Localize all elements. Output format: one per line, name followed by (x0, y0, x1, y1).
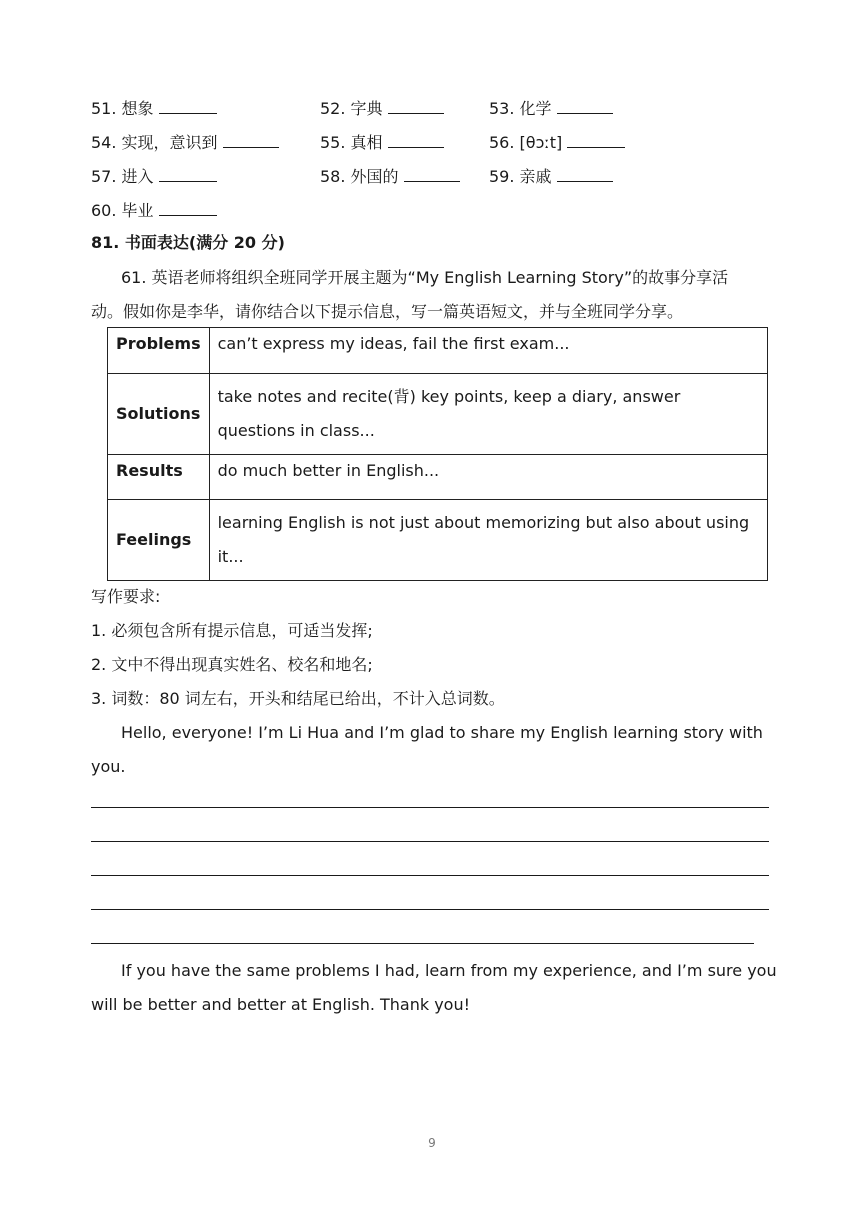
vocab-number: 56. (489, 133, 515, 152)
writing-line[interactable] (91, 943, 754, 944)
row-content: learning English is not just about memorizing but also about using it... (209, 500, 767, 581)
answer-blank[interactable] (388, 97, 444, 114)
vocab-word: 真相 (350, 133, 383, 152)
answer-blank[interactable] (159, 199, 217, 216)
vocab-word: 外国的 (350, 167, 399, 186)
writing-line[interactable] (91, 875, 769, 876)
vocab-number: 54. (91, 133, 117, 152)
vocab-item (489, 165, 613, 187)
task-intro-line: 61. 英语老师将组织全班同学开展主题为“My English Learning Story”的故事分享活 (121, 268, 729, 287)
row-content: can’t express my ideas, fail the first exam... (209, 328, 767, 374)
requirement-item: 1. 必须包含所有提示信息，可适当发挥; (91, 621, 373, 640)
vocab-number: 51. (91, 99, 117, 118)
vocab-row (91, 199, 791, 221)
vocab-item (320, 165, 460, 187)
section-title: 81. 书面表达(满分 20 分) (91, 233, 285, 252)
vocab-row (91, 165, 791, 187)
vocab-word: [θɔːt] (519, 133, 563, 152)
vocab-number: 55. (320, 133, 346, 152)
answer-blank[interactable] (404, 165, 460, 182)
answer-blank[interactable] (159, 97, 217, 114)
vocab-number: 53. (489, 99, 515, 118)
opening-sentence: Hello, everyone! I’m Li Hua and I’m glad to share my English learning story with (121, 723, 763, 742)
table-row (108, 500, 768, 581)
vocab-number: 58. (320, 167, 346, 186)
vocab-item (91, 97, 217, 119)
table-row (108, 374, 768, 455)
writing-line[interactable] (91, 807, 769, 808)
row-label: Problems (108, 328, 210, 374)
vocab-word: 字典 (350, 99, 383, 118)
table-row (108, 328, 768, 374)
writing-line[interactable] (91, 909, 769, 910)
answer-blank[interactable] (159, 165, 217, 182)
closing-sentence: If you have the same problems I had, learn from my experience, and I’m sure you (121, 961, 777, 980)
vocab-number: 59. (489, 167, 515, 186)
table-row (108, 455, 768, 500)
answer-blank[interactable] (388, 131, 444, 148)
requirement-item: 3. 词数：80 词左右，开头和结尾已给出，不计入总词数。 (91, 689, 505, 708)
page-number: 9 (428, 1136, 436, 1150)
row-label: Feelings (108, 500, 210, 581)
answer-blank[interactable] (567, 131, 625, 148)
task-intro-line: 动。假如你是李华，请你结合以下提示信息，写一篇英语短文，并与全班同学分享。 (91, 302, 684, 321)
vocab-number: 60. (91, 201, 117, 220)
vocab-item (489, 97, 613, 119)
vocab-item (489, 131, 625, 153)
vocab-word: 进入 (121, 167, 154, 186)
answer-blank[interactable] (557, 165, 613, 182)
prompt-table (107, 327, 768, 581)
row-content: do much better in English... (209, 455, 767, 500)
vocab-row (91, 97, 791, 119)
vocab-word: 想象 (121, 99, 154, 118)
answer-blank[interactable] (223, 131, 279, 148)
vocab-item (320, 97, 444, 119)
answer-blank[interactable] (557, 97, 613, 114)
vocab-item (91, 199, 217, 221)
requirement-item: 2. 文中不得出现真实姓名、校名和地名; (91, 655, 373, 674)
row-content: take notes and recite(背) key points, keep a diary, answer questions in class... (209, 374, 767, 455)
vocab-word: 化学 (519, 99, 552, 118)
vocab-number: 52. (320, 99, 346, 118)
vocab-word: 毕业 (121, 201, 154, 220)
closing-sentence-cont: will be better and better at English. Thank you! (91, 995, 471, 1014)
vocab-item (91, 165, 217, 187)
row-label: Solutions (108, 374, 210, 455)
writing-line[interactable] (91, 841, 769, 842)
vocab-word: 亲戚 (519, 167, 552, 186)
vocab-number: 57. (91, 167, 117, 186)
requirements-heading: 写作要求: (91, 587, 161, 606)
vocab-item (320, 131, 444, 153)
row-label: Results (108, 455, 210, 500)
vocab-word: 实现，意识到 (121, 133, 218, 152)
vocab-item (91, 131, 279, 153)
vocab-row (91, 131, 791, 153)
opening-sentence-cont: you. (91, 757, 126, 776)
